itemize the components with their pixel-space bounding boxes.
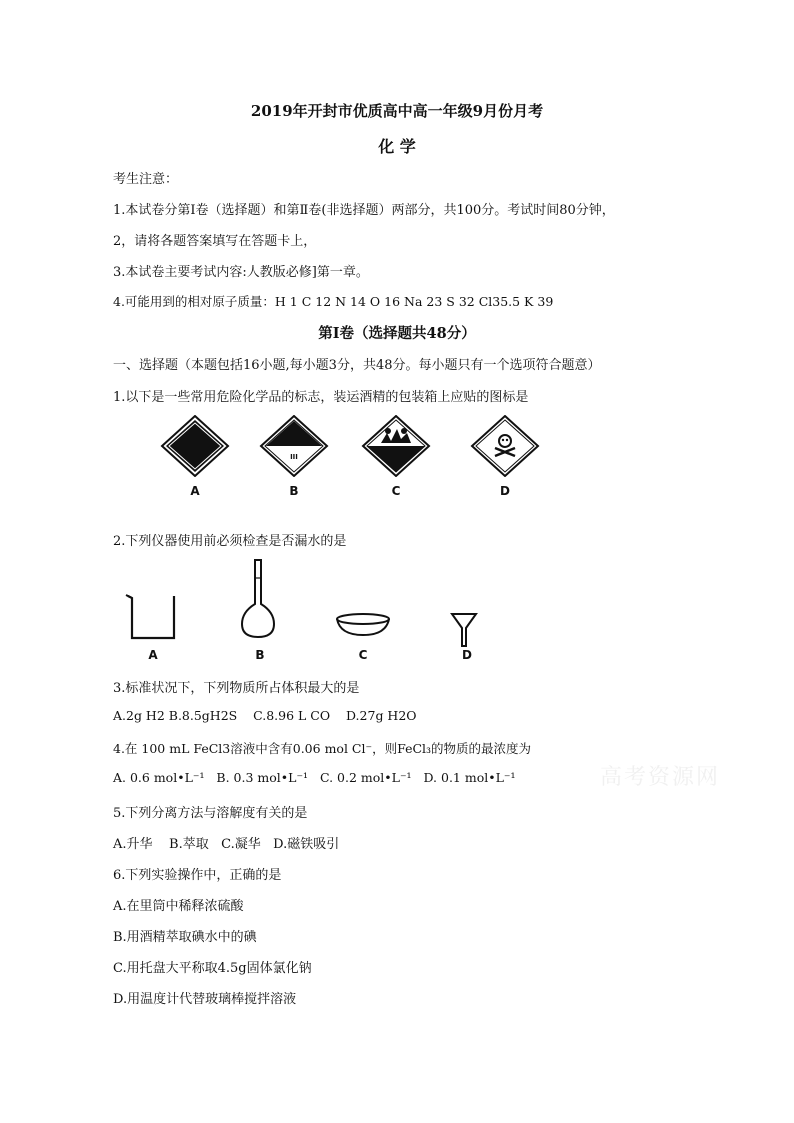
option-label: B <box>255 648 265 662</box>
question-2-stem: 2.下列仪器使用前必须检查是否漏水的是 <box>113 534 347 549</box>
question-4-options: A. 0.6 mol•L⁻¹ B. 0.3 mol•L⁻¹ C. 0.2 mol•L⁻¹ D. 0.1 mol•L⁻¹ <box>113 770 516 785</box>
hazard-class-mark: III <box>290 453 298 461</box>
evaporating-dish-icon <box>334 612 392 638</box>
question-6-option: A.在里筒中稀释浓硫酸 <box>113 899 244 914</box>
question-1-stem: 1.以下是一些常用危险化学品的标志，装运酒精的包装箱上应贴的图标是 <box>113 390 529 405</box>
hazard-symbol-b <box>259 415 329 477</box>
beaker-icon <box>124 590 180 642</box>
watermark: 高考资源网 <box>600 765 721 790</box>
option-label: D <box>462 648 472 662</box>
option-label: C <box>391 484 401 498</box>
hazard-symbol-c <box>361 415 431 477</box>
subject-title: 化 学 <box>378 137 416 156</box>
question-6-option: B.用酒精萃取碘水中的碘 <box>113 930 257 945</box>
question-3-options: A.2g H2 B.8.5gH2S C.8.96 L CO D.27g H2O <box>113 708 417 723</box>
question-6-stem: 6.下列实验操作中，正确的是 <box>113 868 282 883</box>
question-5-options: A.升华 B.萃取 C.凝华 D.磁铁吸引 <box>113 837 340 852</box>
question-4-stem: 4.在 100 mL FeCl3溶液中含有0.06 mol Cl⁻，则FeCl₃的物质的最浓度为 <box>113 741 532 756</box>
question-5-stem: 5.下列分离方法与溶解度有关的是 <box>113 806 308 821</box>
question-6-option: C.用托盘大平称取4.5g固体氯化钠 <box>113 961 312 976</box>
note-item: 1.本试卷分第Ⅰ卷（选择题）和第Ⅱ卷(非选择题）两部分，共100分。考试时间80分钟， <box>113 203 615 218</box>
option-label: D <box>500 484 510 498</box>
exam-title: 2019年开封市优质高中高一年级9月份月考 <box>250 102 544 120</box>
option-label: B <box>289 484 299 498</box>
hazard-symbol-a <box>160 415 230 477</box>
funnel-icon <box>450 612 478 648</box>
option-label: C <box>358 648 368 662</box>
note-item: 3.本试卷主要考试内容:人教版必修]第一章。 <box>113 265 369 280</box>
notes-heading: 考生注意： <box>113 172 179 187</box>
question-3-stem: 3.标准状况下，下列物质所占体积最大的是 <box>113 681 360 696</box>
option-label: A <box>190 484 200 498</box>
volumetric-flask-icon <box>238 558 278 640</box>
hazard-symbol-d <box>470 415 540 477</box>
note-item: 2，请将各题答案填写在答题卡上， <box>113 234 317 249</box>
note-item: 4.可能用到的相对原子质量：H 1 C 12 N 14 O 16 Na 23 S 32 Cl35.5 K 39 <box>113 294 554 309</box>
question-6-option: D.用温度计代替玻璃棒搅拌溶液 <box>113 992 297 1007</box>
section-title: 第Ⅰ卷（选择题共48分） <box>318 325 476 342</box>
option-label: A <box>148 648 158 662</box>
section-intro: 一、选择题（本题包括16小题,每小题3分，共48分。每小题只有一个选项符合题意） <box>113 358 601 373</box>
